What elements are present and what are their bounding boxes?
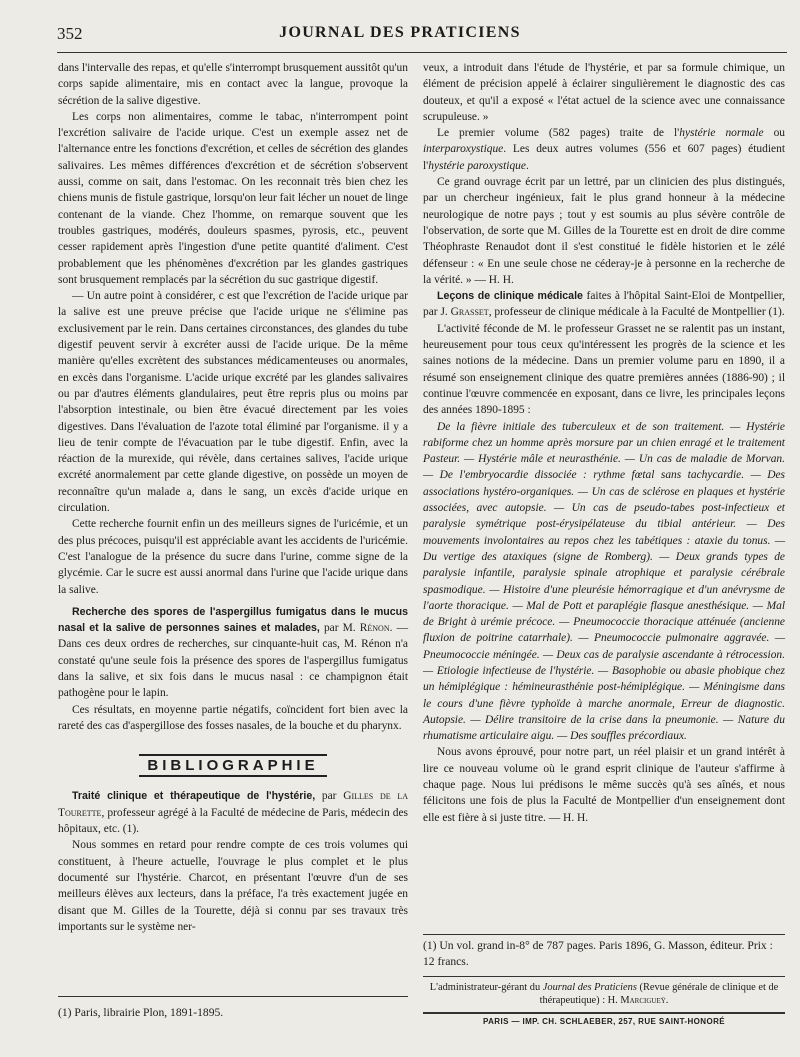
- running-title: JOURNAL DES PRATICIENS: [279, 24, 521, 41]
- paragraph: Ce grand ouvrage écrit par un lettré, par un clinicien des plus distingués, par un chercheur ingénieux, fait le plus grand honneur à la médecine neurologique de notre pays ; tout y est soumis au plus sévère contrôle de l'observation, de sorte que M. Gilles de la Tourette est en droit de dire comme Théophraste Renaudot dont il s'est constitué le fidèle historien et le zélé défenseur : « En une seule chose ne céderay-je à personne en la recherche de la vérité. » — H. H.: [423, 176, 785, 286]
- author-name: Grasset: [450, 306, 489, 319]
- paragraph: Les corps non alimentaires, comme le tabac, n'interrompent point l'excrétion salivaire de l'acide urique. C'est un exemple assez net de l'alternance entre les fonctions d'excrétion, et celles de sécrétion des glandes salivaires. Les mêmes différences d'excrétion et de sécrétion s'observent aussi, comme on sait, dans l'estomac. On les reconnait très bien chez les chiens munis de fistule gastrique, lorsqu'on leur fait lécher un nouet de linge contenant de la viande. Chez l'homme, on remarque souvent que les troubles gastriques, modérés, douleurs spasmes, pyrosis, etc., peuvent cesser rapidement après l'ingestion d'une petite quantité d'aliment. C'est probablement que les phénomènes d'excrétion par les glandes gastriques sont brusquement remplacés par la sécrétion du suc gastrique digestif.: [58, 110, 408, 286]
- paragraph: Cette recherche fournit enfin un des meilleurs signes de l'uricémie, et un des plus précoces, puisqu'il est appréciable avant les accidents de l'uricémie. C'est l'analogue de la présence du sucre dans l'urine, comme signe de la glycémie. Car le sucre est aussi anormal dans l'urine que l'acide urique dans la salive.: [58, 518, 408, 596]
- right-column: [423, 60, 785, 826]
- paragraph: — Un autre point à considérer, c est que l'excrétion de l'acide urique par la salive est une preuve précise que l'acide urique ne s'élimine pas exclusivement par le rein. Dans certaines circonstances, des glandes du tube digestif peuvent servir à excréter aussi de l'acide urique. De la même manière qu'elles excrètent des substances médicamenteuses ou anormales, en excès dans l'organisme. L'acide urique excrété par les glandes salivaires ou par d'autres éléments glandulaires, peut être repris plus ou moins par l'absorption intestinale, ou bien être évacué directement par les voies digestives. Dans l'évaluation de l'azote total éliminé par l'organisme. il y a lieu de tenir compte de l'évacuation par le tube digestif. Enfin, avec la réaction de la murexide, qui révèle, dans certaines salives, l'acide urique excrété anormalement par cette glande digestive, on possède un moyen de reconnaître qu'un malade a, dans le sang, un excès d'acide urique en circulation.: [58, 290, 408, 515]
- paragraph: veux, a introduit dans l'étude de l'hystérie, et par sa formule chimique, un élément de précision appelé à éclairer singulièrement le diagnostic des cas douteux, et qu'il a exposé « l'état actuel de la science avec une connaissance scrupuleuse. »: [423, 62, 785, 123]
- review-hysteria: Traité clinique et thérapeutique de l'hystérie, par Gilles de la Tourette, professeur agrégé à la Faculté de médecine de Paris, médecin des hôpitaux, etc. (1).: [58, 790, 408, 836]
- administrator-note: L'administrateur-gérant du Journal des Praticiens (Revue générale de clinique et de thérapeutique) : H. Marcigueÿ.: [423, 976, 785, 1007]
- page-number: 352: [57, 24, 83, 43]
- left-column: [58, 60, 408, 935]
- article-renon: Recherche des spores de l'aspergillus fumigatus dans le mucus nasal et la salive de personnes saines et malades, par M. Rénon. — Dans ces deux ordres de recherches, sur cinquante-huit cas, M. Rénon n'a constaté qu'une seule fois la présence des spores de l'aspergillus fumigatus dans la salive, et six fois dans le mucus nasal : ce champignon était pathogène pour le lapin.: [58, 605, 409, 700]
- paragraph: L'activité féconde de M. le professeur Grasset ne se ralentit pas un instant, heureusement pour tous ceux qu'intéressent les progrès de la science et les saines notions de la médecine. Dans un premier volume paru en 1890, il a résumé son enseignement clinique des quatre premières années (1886-90) ; il continue l'œuvre commencée en exposant, dans ce livre, les principales leçons des années 1890-1895 :: [423, 322, 785, 417]
- book-title: Leçons de clinique médicale: [437, 290, 583, 303]
- paragraph: Nous avons éprouvé, pour notre part, un réel plaisir et un grand intérêt à lire ce nouveau volume où le grand esprit clinique de l'auteur s'affirme à chaque page. Nous lui prédisons le même succès qu'à ses aînés, et nous félicitons une fois de plus la Faculté de Montpellier d'un enseignement dont elle est fière à si juste titre. — H. H.: [423, 746, 785, 824]
- article-title: Recherche des spores de l'aspergillus fumigatus dans le mucus nasal et la salive de personnes saines et malades,: [58, 605, 408, 635]
- footnote-left: (1) Paris, librairie Plon, 1891-1895.: [58, 996, 408, 1021]
- section-heading: BIBLIOGRAPHIE: [58, 758, 408, 774]
- footnote-right: (1) Un vol. grand in-8° de 787 pages. Paris 1896, G. Masson, éditeur. Prix : 12 francs.: [423, 934, 785, 970]
- author-name: Gilles de la Tourette: [58, 790, 408, 819]
- paragraph: Nous sommes en retard pour rendre compte de ces trois volumes qui constituent, à l'heure actuelle, l'ouvrage le plus complet et le plus documenté sur l'hystérie. Charcot, en présentant l'œuvre d'un de ses meilleurs élèves aux lecteurs, dans la préface, l'a très exactement jugée en disant que M. Gilles de la Tourette, déjà si connu par ses travaux très importants sur le système ner-: [58, 839, 408, 933]
- header-rule: [57, 52, 787, 53]
- paragraph: Le premier volume (582 pages) traite de l'hystérie normale ou interparoxystique. Les deux autres volumes (556 et 607 pages) étudient l'hystérie paroxystique.: [423, 127, 786, 172]
- lesson-list: De la fièvre initiale des tuberculeux et de son traitement. — Hystérie rabiforme chez un homme après morsure par un chien enragé et le traitement Pasteur. — Hystérie mâle et neurasthénie. — Un cas de maladie de Morvan. — De l'embryocardie dissociée : rythme fœtal sans tachycardie. — Des associations hystéro-organiques. — Un cas de sclérose en plaques et hystérie associées, avec autopsie. — Un cas de pseudo-tabes post-infectieux et paralysie symétrique post-érysipélateuse du tibial antérieur. — Des mouvements involontaires au repos chez les tabétiques : ataxie du tonus. — Du vertige des ataxiques (signe de Romberg). — Deux grands types de paralysie infantile, paralysie spinale atrophique et paralysie cérébrale spasmodique. — Histoire d'une pleurésie hémorragique et d'un anévrysme de l'aorte thoracique. — Mal de Pott et paraplégie flasque anesthésique. — Mal de Bright à urémie précoce. — Pneumococcie thoracique atténuée (ancienne fluxion de poitrine catarrhale). — Pneumococcie pulmonaire aggravée. — Pneumococcie méningée. — Deux cas de paralysie ascendante à rétrocession. — Etiologie infectieuse de l'hystérie. — Basophobie ou abasie phobique chez un hémiplégique : hémineurasthénie post-hémiplégique. — Méningisme dans le cours d'une fièvre typhoïde à marche anormale, Erreur de diagnostic. Autopsie. — Délire transitoire de la crise dans la pneumonie. — Nature du rhumatisme articulaire aigu. — Des souffles précordiaux.: [423, 420, 785, 743]
- paragraph: Ces résultats, en moyenne partie négatifs, coïncident fort bien avec la rareté des cas d'aspergillose des fosses nasales, de la bouche et du pharynx.: [58, 703, 408, 732]
- review-grasset: Leçons de clinique médicale faites à l'hôpital Saint-Eloi de Montpellier, par J. Grasset, professeur de clinique médicale à la Faculté de Montpellier (1).: [423, 290, 785, 319]
- author-name: Rénon: [359, 622, 390, 635]
- paragraph: dans l'intervalle des repas, et qu'elle s'interrompt brusquement aussitôt qu'un corps sapide alimentaire, mis en contact avec la langue, provoque la sécrétion de la salive digestive.: [58, 62, 408, 107]
- book-title: Traité clinique et thérapeutique de l'hystérie,: [72, 790, 316, 803]
- printer-imprint: PARIS — IMP. CH. SCHLAEBER, 257, RUE SAINT-HONORÉ: [423, 1012, 785, 1026]
